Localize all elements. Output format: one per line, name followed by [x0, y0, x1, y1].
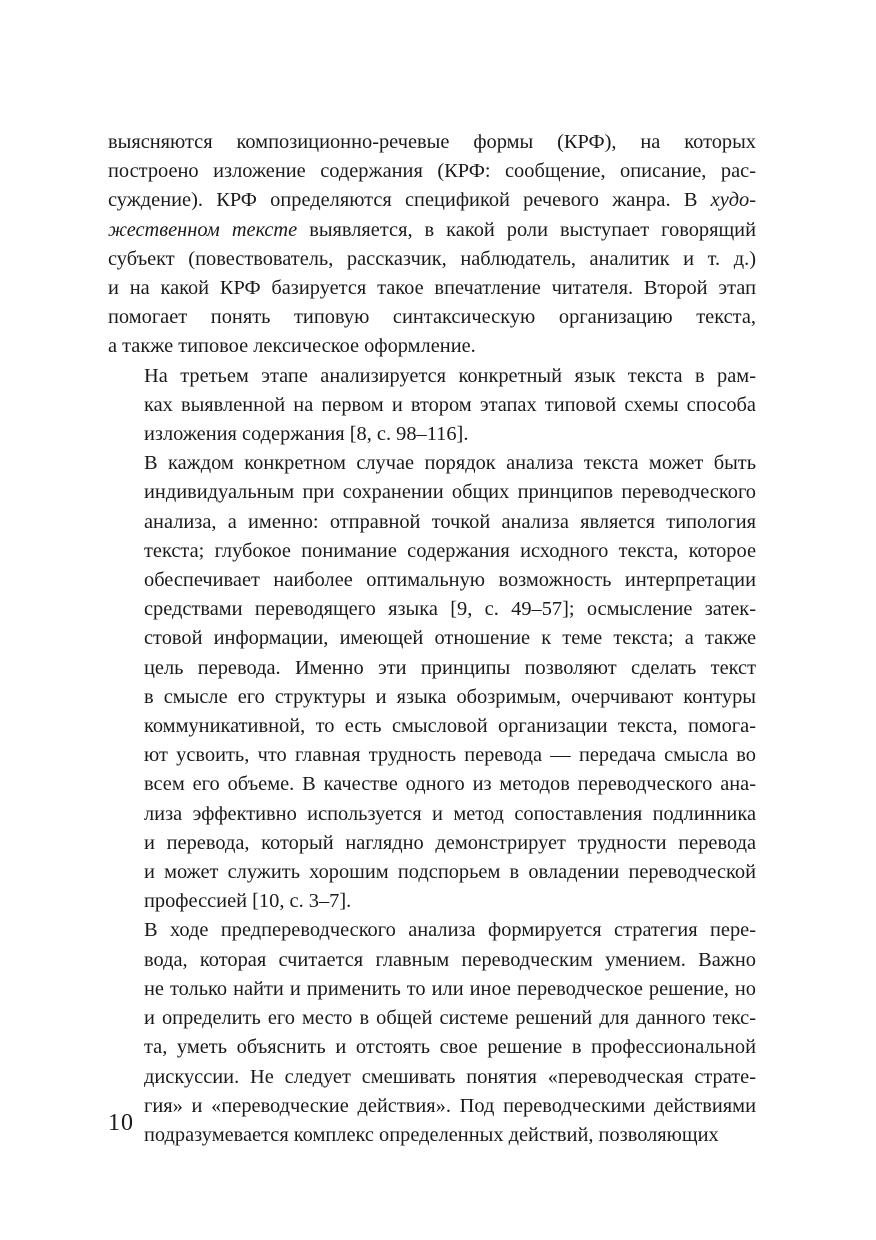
text-line — [108, 1092, 756, 1121]
paragraph — [108, 449, 756, 916]
text-run: в смысле его структуры и языка обозримым, очерчивают контуры — [144, 685, 756, 708]
text-line — [108, 157, 756, 186]
text-run: лиза эффективно используется и метод сопоставления подлинника — [144, 802, 756, 825]
text-line — [108, 391, 756, 420]
text-line — [108, 186, 756, 215]
text-run: ют усвоить, что главная трудность перевода — передача смысла во — [144, 744, 756, 767]
text-line — [108, 303, 756, 332]
text-run: цель перевода. Именно эти принципы позволяют сделать текст — [144, 656, 756, 679]
text-line — [108, 216, 756, 245]
paragraph — [108, 128, 756, 362]
text-line — [108, 712, 756, 741]
text-line — [108, 362, 756, 391]
text-run: и может служить хорошим подспорьем в овладении переводческой — [144, 861, 756, 884]
text-line — [108, 1004, 756, 1033]
text-run: та, уметь объяснить и отстоять свое решение в профессиональной — [144, 1036, 756, 1059]
text-run: и на какой КРФ базируется такое впечатление читателя. Второй этап — [108, 277, 756, 300]
text-run: стовой информации, имеющей отношение к теме текста; а также — [144, 627, 756, 650]
text-run: текста; глубокое понимание содержания исходного текста, которое — [144, 539, 756, 562]
text-line — [108, 946, 756, 975]
italic-text-run: худо- — [710, 189, 756, 212]
text-run: профессией [10, с. 3–7]. — [144, 890, 352, 913]
text-line — [108, 741, 756, 770]
text-line — [108, 595, 756, 624]
text-run: дискуссии. Не следует смешивать понятия «переводческая страте- — [144, 1065, 756, 1088]
text-run: На третьем этапе анализируется конкретный язык текста в рам- — [144, 364, 756, 387]
text-run: построено изложение содержания (КРФ: сообщение, описание, рас- — [108, 160, 756, 183]
text-line — [108, 1033, 756, 1062]
text-run: индивидуальным при сохранении общих принципов переводческого — [144, 481, 756, 504]
text-line — [108, 332, 756, 361]
text-line — [108, 420, 756, 449]
text-line — [108, 800, 756, 829]
text-run: В ходе предпереводческого анализа формируется стратегия пере- — [144, 919, 756, 942]
text-run: анализа, а именно: отправной точкой анализа является типология — [144, 510, 756, 533]
text-run: всем его объеме. В качестве одного из методов переводческого ана- — [144, 773, 756, 796]
text-run: подразумевается комплекс определенных действий, позволяющих — [144, 1123, 719, 1146]
text-line — [108, 245, 756, 274]
text-run: и перевода, который наглядно демонстрирует трудности перевода — [144, 831, 756, 854]
text-run: не только найти и применить то или иное переводческое решение, но — [144, 977, 756, 1000]
text-run: В каждом конкретном случае порядок анализа текста может быть — [144, 452, 756, 475]
text-run: ках выявленной на первом и втором этапах типовой схемы способа — [144, 393, 756, 416]
text-line — [108, 770, 756, 799]
text-run: субъект (повествователь, рассказчик, наблюдатель, аналитик и т. д.) — [108, 247, 756, 270]
text-run: коммуникативной, то есть смысловой организации текста, помога- — [144, 715, 756, 738]
paragraph — [108, 362, 756, 450]
text-line — [108, 829, 756, 858]
text-line — [108, 478, 756, 507]
paragraph — [108, 916, 756, 1150]
text-run: изложения содержания [8, с. 98–116]. — [144, 423, 469, 446]
page-body — [108, 128, 756, 1150]
text-line — [108, 1121, 756, 1150]
text-line — [108, 449, 756, 478]
text-line — [108, 128, 756, 157]
text-run: вода, которая считается главным переводческим умением. Важно — [144, 948, 756, 971]
text-line — [108, 683, 756, 712]
text-run: гия» и «переводческие действия». Под переводческими действиями — [144, 1094, 756, 1117]
text-run: и определить его место в общей системе решений для данного текс- — [144, 1007, 756, 1030]
text-run: средствами переводящего языка [9, с. 49–57]; осмысление затек- — [144, 598, 756, 621]
text-run: обеспечивает наиболее оптимальную возможность интерпретации — [144, 569, 756, 592]
text-run: выявляется, в какой роли выступает говорящий — [297, 218, 756, 241]
text-run: выясняются композиционно-речевые формы (КРФ), на которых — [108, 131, 756, 153]
text-line — [108, 887, 756, 916]
text-line — [108, 858, 756, 887]
text-line — [108, 566, 756, 595]
text-run: суждение). КРФ определяются спецификой речевого жанра. В — [108, 189, 711, 212]
text-line — [108, 654, 756, 683]
text-line — [108, 975, 756, 1004]
text-line — [108, 624, 756, 653]
text-run: а также типовое лексическое оформление. — [108, 335, 476, 358]
text-line — [108, 537, 756, 566]
text-line — [108, 1063, 756, 1092]
text-line — [108, 508, 756, 537]
italic-text-run: жественном тексте — [108, 218, 298, 241]
text-line — [108, 274, 756, 303]
text-line — [108, 916, 756, 945]
page-number: 10 — [108, 1110, 134, 1136]
text-run: помогает понять типовую синтаксическую организацию текста, — [108, 306, 756, 329]
